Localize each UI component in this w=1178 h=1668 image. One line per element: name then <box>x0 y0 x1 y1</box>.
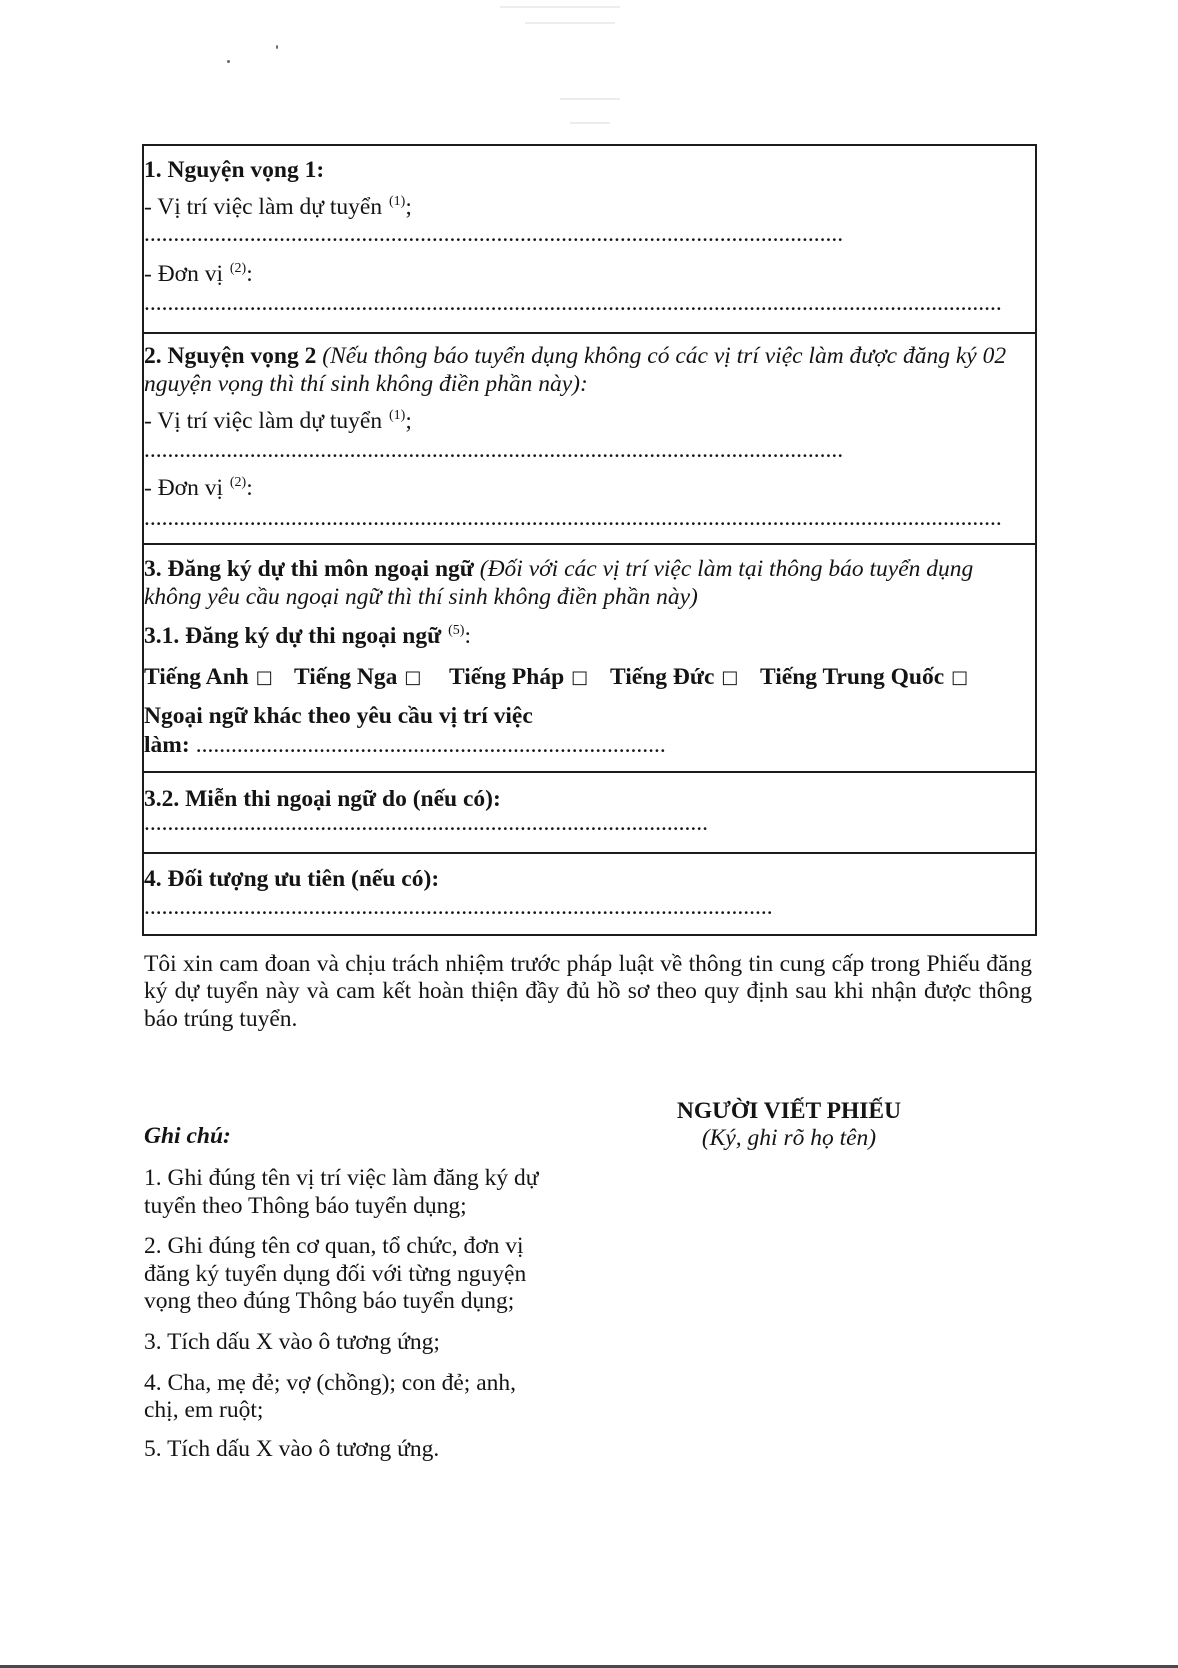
unit-label: - Đơn vị <box>144 475 229 501</box>
punctuation: : <box>246 475 253 501</box>
choice-1-position-line <box>144 193 412 221</box>
language-option-english <box>144 663 273 693</box>
footnote-ref: (1) <box>389 194 406 209</box>
other-language-line-2 <box>144 731 666 759</box>
priority-label: 4. Đối tượng ưu tiên (nếu có): <box>144 866 440 892</box>
language-option-french <box>449 663 588 693</box>
signature-instruction: (Ký, ghi rõ họ tên) <box>701 1125 877 1151</box>
row-divider <box>142 543 1037 545</box>
language-option-chinese <box>760 663 968 693</box>
position-label: - Vị trí việc làm dự tuyển <box>144 194 388 220</box>
foreign-language-heading: 3. Đăng ký dự thi môn ngoại ngữ <box>144 556 474 582</box>
other-language-label-line-2: làm: <box>144 732 190 758</box>
language-label: Tiếng Nga <box>294 664 398 690</box>
checkbox: □ <box>951 667 969 688</box>
choice-2-unit-fill-line: .................................................................................................................................................. <box>144 505 1002 531</box>
checkbox: □ <box>571 667 589 688</box>
note-4-line: 4. Cha, mẹ đẻ; vợ (chồng); con đẻ; anh, <box>144 1370 517 1396</box>
language-option-german <box>610 663 738 693</box>
checkbox: □ <box>255 667 273 688</box>
commitment-line: báo trúng tuyển. <box>144 1006 298 1032</box>
commitment-line: Tôi xin cam đoan và chịu trách nhiệm trước pháp luật về thông tin cung cấp trong Phiếu đăng <box>144 951 1032 977</box>
note-3-line: 3. Tích dấu X vào ô tương ứng; <box>144 1329 440 1355</box>
notes-heading: Ghi chú: <box>144 1123 231 1149</box>
note-4-line: chị, em ruột; <box>144 1397 264 1423</box>
language-label: Tiếng Pháp <box>449 664 565 690</box>
choice-2-position-fill-line: ....................................................................................................................... <box>144 437 844 463</box>
scan-speck <box>276 45 278 49</box>
language-label: Tiếng Trung Quốc <box>760 664 945 690</box>
choice-2-condition: (Nếu thông báo tuyển dụng không có các vị trí việc làm được đăng ký 02 <box>316 343 1007 369</box>
choice-2-heading: 2. Nguyện vọng 2 <box>144 343 317 369</box>
footnote-ref: (2) <box>229 475 247 490</box>
show-through-mark <box>500 6 620 8</box>
position-label: - Vị trí việc làm dự tuyển <box>144 408 388 434</box>
signer-title: NGƯỜI VIẾT PHIẾU <box>676 1098 902 1124</box>
language-option-russian <box>294 663 421 693</box>
row-divider <box>142 332 1037 334</box>
other-language-label-line-1: Ngoại ngữ khác theo yêu cầu vị trí việc <box>144 703 533 729</box>
language-exemption-fill-line: ................................................................................................ <box>144 810 708 836</box>
punctuation: : <box>246 261 253 287</box>
choice-2-condition-line-2: nguyện vọng thì thí sinh không điền phần này): <box>144 371 588 397</box>
note-2-line: đăng ký tuyển dụng đối với từng nguyện <box>144 1261 527 1287</box>
language-options <box>0 663 1178 691</box>
foreign-language-heading-line <box>144 555 973 583</box>
choice-1-position-fill-line: ....................................................................................................................... <box>144 221 844 247</box>
note-5-line: 5. Tích dấu X vào ô tương ứng. <box>144 1436 440 1462</box>
commitment-line: ký dự tuyển này và cam kết hoàn thiện đầy đủ hồ sơ theo quy định sau khi nhận được thông <box>144 978 1032 1004</box>
show-through-mark <box>560 98 620 100</box>
language-label: Tiếng Đức <box>610 664 715 690</box>
priority-fill-line: ........................................................................................................... <box>144 894 773 920</box>
foreign-language-condition: (Đối với các vị trí việc làm tại thông báo tuyển dụng <box>473 556 974 582</box>
choice-1-unit-fill-line: .................................................................................................................................................. <box>144 290 1002 316</box>
language-label: Tiếng Anh <box>144 664 249 690</box>
choice-2-unit-line <box>144 474 253 502</box>
language-register-line <box>144 622 471 650</box>
punctuation: ; <box>405 194 412 220</box>
foreign-language-condition-line-2: không yêu cầu ngoại ngữ thì thí sinh không điền phần này) <box>144 584 698 610</box>
choice-1-unit-line <box>144 260 253 288</box>
note-2-line: vọng theo đúng Thông báo tuyển dụng; <box>144 1288 515 1314</box>
other-language-fill: ................................................................................ <box>195 732 666 758</box>
footnote-ref: (1) <box>389 408 406 423</box>
row-divider <box>142 771 1037 773</box>
show-through-mark <box>525 22 615 24</box>
note-2-line: 2. Ghi đúng tên cơ quan, tổ chức, đơn vị <box>144 1233 524 1259</box>
checkbox: □ <box>721 667 739 688</box>
note-1-line: tuyển theo Thông báo tuyển dụng; <box>144 1193 467 1219</box>
choice-1-heading: 1. Nguyện vọng 1: <box>144 157 325 183</box>
punctuation: : <box>464 623 471 649</box>
choice-2-heading-line <box>144 342 1006 370</box>
note-1-line: 1. Ghi đúng tên vị trí việc làm đăng ký dự <box>144 1165 539 1191</box>
language-register-label: 3.1. Đăng ký dự thi ngoại ngữ <box>144 623 448 649</box>
footnote-ref: (2) <box>229 261 247 276</box>
scan-speck <box>227 60 230 63</box>
choice-2-position-line <box>144 407 412 435</box>
row-divider <box>142 852 1037 854</box>
unit-label: - Đơn vị <box>144 261 229 287</box>
checkbox: □ <box>404 667 422 688</box>
show-through-mark <box>570 122 610 124</box>
footnote-ref: (5) <box>448 623 465 638</box>
language-exemption-label: 3.2. Miễn thi ngoại ngữ do (nếu có): <box>144 786 501 812</box>
punctuation: ; <box>405 408 412 434</box>
